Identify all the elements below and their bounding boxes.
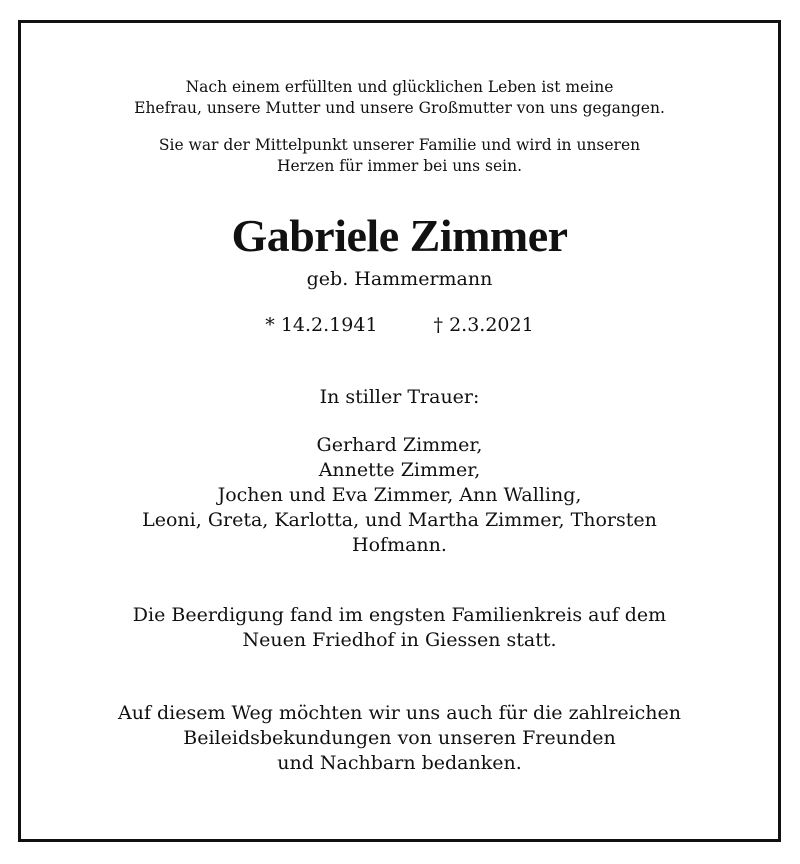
funeral-line: Neuen Friedhof in Giessen statt. xyxy=(242,629,557,651)
intro-line: Nach einem erfüllten und glücklichen Leben ist meine xyxy=(185,78,614,96)
mourner-line: Annette Zimmer, xyxy=(318,459,481,481)
birth-date: * 14.2.1941 xyxy=(265,314,378,336)
mourners-list xyxy=(21,433,778,558)
mourner-line: Gerhard Zimmer, xyxy=(316,434,483,456)
mourner-line: Hofmann. xyxy=(352,534,447,556)
deceased-name: Gabriele Zimmer xyxy=(231,210,568,261)
intro-line: Ehefrau, unsere Mutter und unsere Großmutter von uns gegangen. xyxy=(134,99,665,117)
thanks-line: Beileidsbekundungen von unseren Freunden xyxy=(183,727,616,749)
life-dates xyxy=(21,313,778,337)
intro-paragraph-1 xyxy=(21,77,778,119)
funeral-line: Die Beerdigung fand im engsten Familienkreis auf dem xyxy=(132,604,667,626)
thanks-notice xyxy=(21,701,778,776)
intro-line: Herzen für immer bei uns sein. xyxy=(276,157,523,175)
mourner-line: Leoni, Greta, Karlotta, und Martha Zimmer, Thorsten xyxy=(142,509,657,531)
thanks-line: und Nachbarn bedanken. xyxy=(277,752,522,774)
death-date: † 2.3.2021 xyxy=(433,314,534,336)
thanks-line: Auf diesem Weg möchten wir uns auch für die zahlreichen xyxy=(117,702,681,724)
funeral-notice xyxy=(21,603,778,653)
intro-paragraph-2 xyxy=(21,135,778,177)
intro-line: Sie war der Mittelpunkt unserer Familie und wird in unseren xyxy=(158,136,641,154)
maiden-name: geb. Hammermann xyxy=(306,268,493,290)
mourners-title: In stiller Trauer: xyxy=(319,386,480,408)
obituary-border xyxy=(18,20,781,842)
mourner-line: Jochen und Eva Zimmer, Ann Walling, xyxy=(217,484,582,506)
